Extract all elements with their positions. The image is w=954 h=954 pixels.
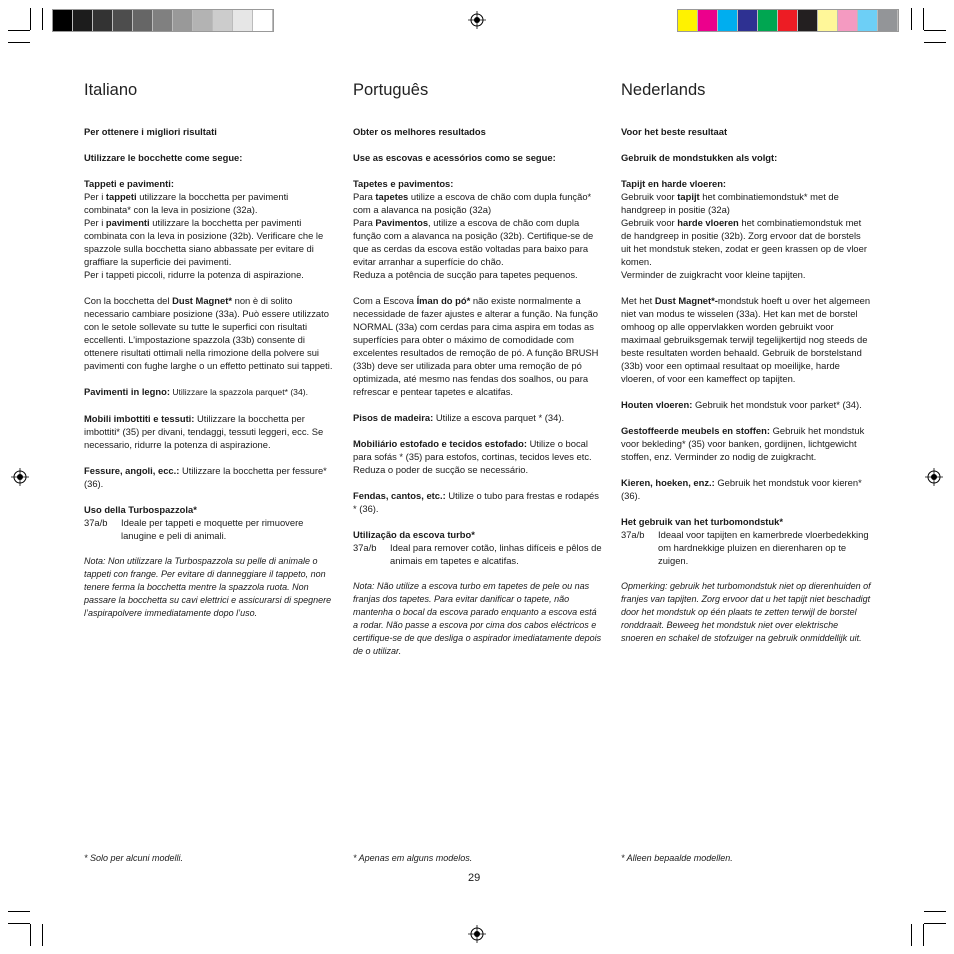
color-swatch <box>253 10 273 31</box>
color-swatch <box>778 10 798 31</box>
text-span: Gebruik voor <box>621 217 678 228</box>
text-span: Per i <box>84 191 106 202</box>
text-span: Gebruik het mondstuk voor parket* (34). <box>692 399 862 410</box>
turbo-title: Uso della Turbospazzola* <box>84 504 197 515</box>
color-swatch <box>93 10 113 31</box>
registration-mark-icon <box>468 11 486 29</box>
crop-mark <box>8 30 30 31</box>
color-swatch <box>153 10 173 31</box>
subheading-use-nozzles: Utilizzare le bocchette come segue: <box>84 152 243 163</box>
text-span: Utilizzare la bocchetta per fessure* (36). <box>84 465 327 489</box>
color-swatch <box>758 10 778 31</box>
text-span: Íman do pó* <box>416 295 471 306</box>
paragraph-turbo-brush <box>621 515 871 567</box>
text-span: Utilizzare la spazzola parquet* (34). <box>169 387 308 397</box>
footnote: * Solo per alcuni modelli. <box>84 853 184 863</box>
turbo-row <box>353 541 603 567</box>
text-span: Utilize a escova parquet * (34). <box>433 412 565 423</box>
text-span: Gestoffeerde meubels en stoffen: <box>621 425 770 436</box>
color-swatch <box>678 10 698 31</box>
paragraph-crevices <box>353 489 603 515</box>
color-swatch <box>213 10 233 31</box>
paragraph-turbo-brush <box>84 503 334 542</box>
text-span: Com a Escova <box>353 295 417 306</box>
crop-mark <box>42 924 43 946</box>
paragraph-wood-floors <box>621 398 871 411</box>
turbo-description: Ideaal voor tapijten en kamerbrede vloerbedekking om hardnekkige pluizen en dierenharen op te zuigen. <box>658 529 869 566</box>
text-span: Fendas, cantos, etc.: <box>353 490 446 501</box>
crop-mark <box>924 923 946 924</box>
crop-mark <box>8 911 30 912</box>
color-swatch <box>73 10 93 31</box>
color-swatch <box>698 10 718 31</box>
text-span: Houten vloeren: <box>621 399 693 410</box>
crop-mark <box>911 8 912 30</box>
paragraph-wood-floors <box>84 385 334 399</box>
registration-mark-icon <box>925 468 943 486</box>
note-text: Nota: Não utilize a escova turbo em tapetes de pele ou nas franjas dos tapetes. Para evitar danificar o tapete, não mantenha o bocal da escova parado enquanto a escova está a rodar. Não passe a escova por cima dos cabos eléctricos e certifique-se de que desliga o aspirador imediatamente depois de o utilizar. <box>353 581 602 656</box>
paragraph-dust-magnet <box>353 294 603 398</box>
text-span: mondstuk hoeft u over het algemeen niet van modus te wisselen (33a). Het kan met de borstel omhoog op alle oppervlakken worden gebruikt voor maximaal gebruiksgemak terwijl tegelijkertijd nog steeds de beste resultaten worden behaald. Gebruik de borstelstand (33b) voor een optimaal resultaat op moeilijke, harde vloeren, of voor een kameffect op tapijten. <box>621 295 871 384</box>
subheading-use-nozzles: Use as escovas e acessórios como se segue: <box>353 152 556 163</box>
text-span: Pavimentos <box>375 217 429 228</box>
subheading-best-results: Obter os melhores resultados <box>353 126 486 137</box>
footnote: * Apenas em alguns modelos. <box>353 853 473 863</box>
paragraph-rugs-floors <box>621 177 871 281</box>
text-span: Pisos de madeira: <box>353 412 434 423</box>
paragraph-upholstery <box>621 424 871 463</box>
paragraph-crevices <box>621 476 871 502</box>
text-span: Per i tappeti piccoli, ridurre la potenza di aspirazione. <box>84 269 304 280</box>
crop-mark <box>924 30 946 31</box>
color-swatch <box>718 10 738 31</box>
section-heading: Italiano <box>84 81 138 99</box>
registration-mark-icon <box>11 468 29 486</box>
paragraph-dust-magnet <box>84 294 334 372</box>
text-span: Gebruik het mondstuk voor kieren* (36). <box>621 477 862 501</box>
rugs-title: Tappeti e pavimenti: <box>84 178 174 189</box>
paragraph-rugs-floors <box>353 177 603 281</box>
color-swatch <box>173 10 193 31</box>
text-span: utilize a escova de chão com dupla função* com a alavanca na posição (32a) <box>353 191 592 215</box>
text-span: harde vloeren <box>677 217 739 228</box>
turbo-row <box>621 528 871 567</box>
text-span: Reduza a potência de sucção para tapetes pequenos. <box>353 269 578 280</box>
crop-mark <box>8 923 30 924</box>
text-span: Pavimenti in legno: <box>84 386 170 397</box>
text-span: utilizzare la bocchetta per pavimenti combinata con la leva in posizione (32b). Verificare che le spazzole sulla bocchetta siano abbassate per evitare di graffiare la superficie dei pavimenti. <box>84 217 324 267</box>
column-portugues <box>353 80 603 671</box>
paragraph-upholstery <box>84 412 334 451</box>
column-nederlands <box>621 80 871 658</box>
text-span: Fessure, angoli, ecc.: <box>84 465 180 476</box>
crop-mark <box>42 8 43 30</box>
column-italiano <box>84 80 334 633</box>
text-span: pavimenti <box>105 217 150 228</box>
text-span: Utilizzare la bocchetta per imbottiti* (35) per divani, tendaggi, tessuti leggeri, ecc. Se necessario, ridurre la potenza di aspirazione. <box>84 413 324 450</box>
paragraph-upholstery <box>353 437 603 476</box>
paragraph-crevices <box>84 464 334 490</box>
text-span: Con la bocchetta del <box>84 295 173 306</box>
note-text: Opmerking: gebruik het turbomondstuk niet op dierenhuiden of franjes van tapijten. Zorg ervoor dat u het tapijt niet beschadigt door het mondstuk op één plaats te zetten terwijl de borstel ronddraait. Beweeg het mondstuk niet over elektrische snoeren en schakel de stofzuiger na gebruik onmiddellijk uit. <box>621 581 871 643</box>
color-swatch <box>193 10 213 31</box>
text-span: Mobili imbottiti e tessuti: <box>84 413 195 424</box>
text-span: Dust Magnet*- <box>654 295 718 306</box>
color-swatch <box>53 10 73 31</box>
text-span: Para <box>353 217 376 228</box>
text-span: utilizzare la bocchetta per pavimenti combinata* con la leva in posizione (32a). <box>84 191 289 215</box>
text-span: , utilize a escova de chão com dupla função com a alavanca na posição (32b). Certifique-se de que as cerdas da escova estão voltadas para baixo para evitar arranhar a superfície do chão. <box>353 217 594 267</box>
turbo-description: Ideale per tappeti e moquette per rimuovere lanugine e peli di animali. <box>121 517 304 541</box>
figure-ref: 37a/b <box>353 542 377 553</box>
crop-mark <box>911 924 912 946</box>
text-span: het combinatiemondstuk* met de handgreep in positie (32a) <box>621 191 839 215</box>
color-swatch <box>858 10 878 31</box>
turbo-title: Utilização da escova turbo* <box>353 529 475 540</box>
note-text: Nota: Non utilizzare la Turbospazzola su pelle di animale o tappeti con frange. Per evitare di danneggiare il tappeto, non tenere ferma la bocchetta mentre la spazzola ruota. Non passare la bocchetta su cavi elettrici e assicurarsi di spegnere l’aspirapolvere immediatamente dopo l’uso. <box>84 556 332 618</box>
crop-mark <box>923 924 924 946</box>
text-span: tapetes <box>375 191 409 202</box>
rugs-title: Tapijt en harde vloeren: <box>621 178 727 189</box>
text-span: Utilize o bocal para sofás * (35) para estofos, cortinas, tecidos leves etc. Reduza o poder de sucção se necessário. <box>353 438 592 475</box>
text-span: Utilize o tubo para frestas e rodapés * (36). <box>353 490 599 514</box>
rugs-title: Tapetes e pavimentos: <box>353 178 454 189</box>
text-span: Para <box>353 191 376 202</box>
process-color-bar <box>677 9 899 32</box>
color-swatch <box>838 10 858 31</box>
text-span: Mobiliário estofado e tecidos estofado: <box>353 438 527 449</box>
color-swatch <box>233 10 253 31</box>
text-span: Met het <box>621 295 655 306</box>
color-swatch <box>133 10 153 31</box>
color-swatch <box>878 10 898 31</box>
paragraph-dust-magnet <box>621 294 871 385</box>
crop-mark <box>924 911 946 912</box>
figure-ref: 37a/b <box>621 529 645 540</box>
crop-mark <box>924 42 946 43</box>
crop-mark <box>30 8 31 30</box>
paragraph-wood-floors <box>353 411 603 424</box>
text-span: Gebruik voor <box>621 191 678 202</box>
paragraph-turbo-brush <box>353 528 603 567</box>
text-span: tappeti <box>105 191 137 202</box>
registration-mark-icon <box>468 925 486 943</box>
turbo-row <box>84 516 334 542</box>
text-span: tapijt <box>677 191 700 202</box>
turbo-description: Ideal para remover cotão, linhas difíceis e pêlos de animais em tapetes e alcatifas. <box>390 542 602 566</box>
crop-mark <box>30 924 31 946</box>
color-swatch <box>738 10 758 31</box>
page-number: 29 <box>468 872 481 884</box>
text-span: non è di solito necessario cambiare posizione (33a). Può essere utilizzato con le setole sollevate su tutte le superfici con risultati eccellenti. L’impostazione spazzola (33b) consente di ottenere risultati ottimali nella rimozione della polvere sui pavimenti con fughe larghe o un effetto pettinato sui tappeti. <box>84 295 333 371</box>
turbo-title: Het gebruik van het turbomondstuk* <box>621 516 783 527</box>
text-span: Per i <box>84 217 106 228</box>
text-span: Dust Magnet* <box>172 295 232 306</box>
footnote: * Alleen bepaalde modellen. <box>621 853 733 863</box>
text-span: não existe normalmente a necessidade de fazer ajustes e alterar a função. Na função NORMAL (33a) com cerdas para cima aspira em todas as superfícies para obter o máximo de comodidade com excelentes resultados de remoção de pó. A função BRUSH (33b) deve ser utilizada para obter uma remoção de pó optimizada, até mesmo nas fendas dos soalhos, ou para refrescar e pentear tapetes e alcatifas. <box>353 295 599 397</box>
text-span: het combinatiemondstuk met de handgreep in positie (32b). Zorg ervoor dat de borstels uit het mondstuk steken, zodat er geen krassen op de vloer komen. <box>621 217 867 267</box>
color-swatch <box>798 10 818 31</box>
color-swatch <box>113 10 133 31</box>
text-span: Gebruik het mondstuk voor bekleding* (35) voor banken, gordijnen, lichtgewicht stoffen, enz. Verminder zo nodig de zuigkracht. <box>621 425 865 462</box>
section-heading: Português <box>353 81 429 99</box>
paragraph-rugs-floors <box>84 177 334 281</box>
subheading-best-results: Per ottenere i migliori risultati <box>84 126 217 137</box>
section-heading: Nederlands <box>621 81 706 99</box>
crop-mark <box>8 42 30 43</box>
figure-ref: 37a/b <box>84 517 108 528</box>
grayscale-color-bar <box>52 9 274 32</box>
subheading-use-nozzles: Gebruik de mondstukken als volgt: <box>621 152 778 163</box>
subheading-best-results: Voor het beste resultaat <box>621 126 728 137</box>
text-span: Kieren, hoeken, enz.: <box>621 477 715 488</box>
crop-mark <box>923 8 924 30</box>
text-span: Verminder de zuigkracht voor kleine tapijten. <box>621 269 806 280</box>
color-swatch <box>818 10 838 31</box>
